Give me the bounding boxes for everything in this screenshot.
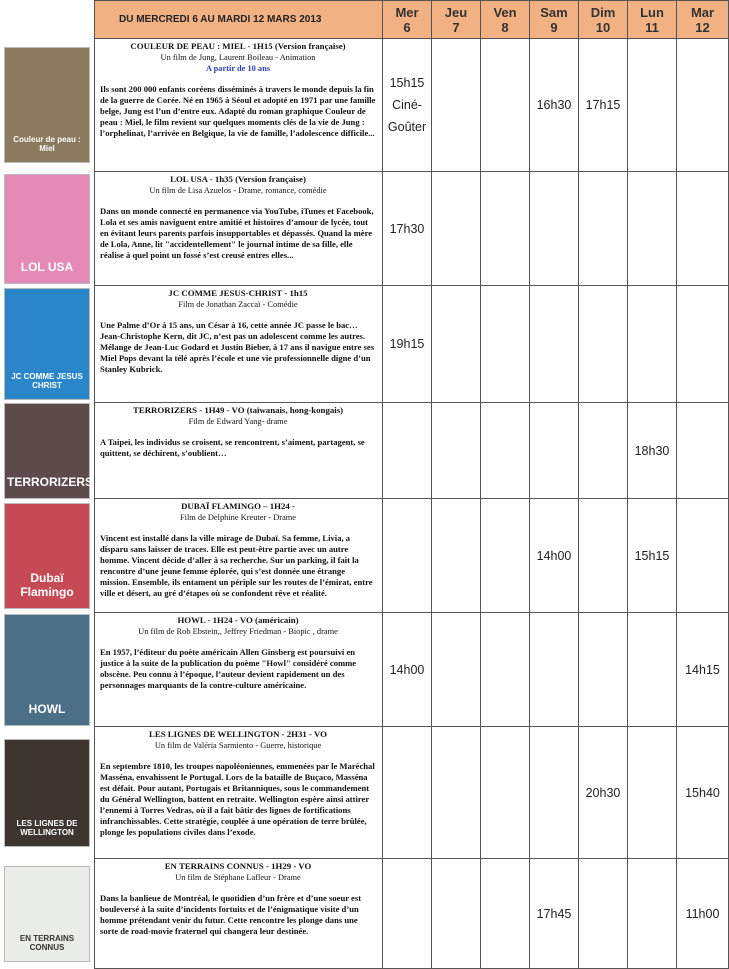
poster-cell: [0, 39, 95, 172]
film-description: [95, 39, 383, 172]
film-age-note: A partir de 10 ans: [205, 64, 271, 73]
film-credit: Film de Delphine Kreuter - Drame: [179, 513, 297, 522]
film-row: [0, 613, 729, 727]
showtime-cell: [628, 613, 677, 727]
showtime-cell: [530, 403, 579, 499]
showtime-cell: [628, 403, 677, 499]
film-credit: Un film de Jung, Laurent Boileau - Animation: [160, 53, 316, 62]
showtime-text: 11h00: [685, 906, 720, 921]
day-sam: Sam 9: [530, 1, 579, 39]
showtime-text: 17h45: [536, 906, 572, 921]
poster-title-art: JC COMME JESUS CHRIST: [11, 372, 83, 390]
showtime-cell: [677, 613, 729, 727]
film-synopsis: Dans la banlieue de Montréal, le quotidien d’un frère et d’une soeur est bouleversé à la suite d’incidents fortuits et de l’énigmatique visite d’un homme prétendant venir du futur. Cette rencontre les plonge dans une sorte de road-movie fraternel qui changera leur destinée.: [100, 893, 362, 936]
poster-cell: [0, 727, 95, 859]
film-description: [95, 499, 383, 613]
showtime-cell: [677, 172, 729, 286]
showtime-text: 20h30: [585, 785, 621, 800]
film-poster: [4, 288, 90, 400]
film-row: [0, 727, 729, 859]
film-description: [95, 403, 383, 499]
day-jeu: Jeu 7: [432, 1, 481, 39]
showtime-cell: [628, 499, 677, 613]
film-poster: [4, 866, 90, 962]
film-credit: Un film de Valéria Sarmiento - Guerre, historique: [154, 741, 322, 750]
showtime-text: 14h15: [685, 662, 720, 677]
showtime-cell: [383, 286, 432, 403]
film-synopsis: Dans un monde connecté en permanence via YouTube, iTunes et Facebook, Lola et ses amis naviguent entre amitié et histoires d’amour de lycée, tout en évitant leurs parents parfois insupportables et dépassés. Quand la mère de Lola, Anne, lit "accidentellement" le journal intime de sa fille, elle réalise à quel point un fossé s’est creusé entres elles...: [100, 206, 374, 260]
film-poster: [4, 47, 90, 163]
showtime-text: 14h00: [389, 662, 425, 677]
showtime-cell: [628, 286, 677, 403]
film-poster: [4, 174, 90, 284]
poster-title-art: EN TERRAINS CONNUS: [19, 933, 75, 952]
film-poster: [4, 739, 90, 847]
poster-title-art: TERRORIZERS: [7, 474, 94, 489]
showtime-cell: [383, 403, 432, 499]
showtime-cell: [481, 172, 530, 286]
showtime-cell: [579, 613, 628, 727]
showtime-cell: [677, 286, 729, 403]
poster-cell: [0, 403, 95, 499]
film-synopsis: Vincent est installé dans la ville mirage de Dubaï. Sa femme, Livia, a disparu sans laisser de traces. Elle est peut-être partie avec un autre homme. Vincent décide d’aller à sa recherche. Sur un parking, il fait la rencontre d’une jeune femme éplorée, qui s’est donnée une étrange mission. Ensemble, ils entament un périple sur les routes de l’émirat, entre ville et désert, au gré d’étapes où se confondent rêve et réalité.: [100, 533, 373, 598]
showtime-cell: [677, 727, 729, 859]
showtime-cell: [530, 172, 579, 286]
film-description: [95, 286, 383, 403]
film-description: [95, 727, 383, 859]
showtime-cell: [530, 727, 579, 859]
showtime-cell: [579, 859, 628, 969]
showtime-cell: [481, 727, 530, 859]
film-poster: [4, 503, 90, 609]
film-poster: [4, 403, 94, 499]
showtime-cell: [530, 859, 579, 969]
poster-cell: [0, 859, 95, 969]
film-synopsis: En septembre 1810, les troupes napoléoniennes, emmenées par le Maréchal Masséna, envahissent le Portugal. Lors de la bataille de Buçaco, Masséna est défait. Pour autant, Portugais et Britanniques, sous le commandement du Général Wellington, battent en retraite. Wellington espère ainsi attirer l’ennemi à Torres Vedras, où il a fait bâtir des lignes de fortifications infranchissables. Cette stratégie, couplée à une opération de terre brûlée, plonge les populations civiles dans l’exode.: [100, 761, 375, 837]
day-dim: Dim 10: [579, 1, 628, 39]
film-credit: Un film de Lisa Azuelos - Drame, romance, comédie: [149, 186, 327, 195]
film-description: [95, 859, 383, 969]
film-title: TERRORIZERS - 1H49 - VO (taïwanais, hong-kongais): [132, 405, 344, 415]
poster-title-art: LOL USA: [20, 259, 74, 274]
film-title: DUBAÏ FLAMINGO – 1H24 -: [181, 501, 295, 511]
film-row: [0, 286, 729, 403]
showtime-cell: [530, 499, 579, 613]
showtime-cell: [383, 859, 432, 969]
showtime-cell: [383, 39, 432, 172]
showtime-text: 17h15: [585, 98, 621, 112]
showtime-cell: [432, 499, 481, 613]
schedule-title: DU MERCREDI 6 AU MARDI 12 MARS 2013: [95, 1, 383, 39]
film-credit: Film de Edward Yang- drame: [188, 417, 288, 426]
film-credit: Un film de Rob Ebstein,, Jeffrey Friedman - Biopic , drame: [138, 627, 338, 636]
showtime-cell: [432, 403, 481, 499]
showtime-cell: [432, 39, 481, 172]
showtime-cell: [383, 172, 432, 286]
day-mar: Mar 12: [677, 1, 729, 39]
poster-title-art: LES LIGNES DE WELLINGTON: [16, 818, 78, 837]
showtime-cell: [383, 727, 432, 859]
film-synopsis: Une Palme d’Or à 15 ans, un César à 16, cette année JC passe le bac… Jean-Christophe Kern, dit JC, n’est pas un adolescent comme les autres. Mélange de Jean-Luc Godard et Justin Bieber, à 17 ans il navigue entre ses Miel Pops devant la télé après l’école et une vie professionnelle digne d’un Stanley Kubrick.: [100, 320, 375, 374]
film-description: [95, 613, 383, 727]
film-row: [0, 39, 729, 172]
showtime-cell: [677, 499, 729, 613]
showtime-cell: [530, 613, 579, 727]
day-ven: Ven 8: [481, 1, 530, 39]
film-row: [0, 859, 729, 969]
film-title: JC COMME JESUS-CHRIST - 1h15: [168, 288, 308, 298]
showtime-cell: [579, 172, 628, 286]
showtime-cell: [530, 286, 579, 403]
showtime-cell: [383, 499, 432, 613]
showtime-text: 15h15 Ciné- Goûter: [387, 76, 427, 134]
showtime-cell: [530, 39, 579, 172]
showtime-cell: [481, 39, 530, 172]
film-credit: Film de Jonathan Zaccaï - Comédie: [178, 300, 298, 309]
showtime-cell: [677, 39, 729, 172]
film-row: [0, 403, 729, 499]
showtime-text: 18h30: [634, 443, 670, 458]
showtime-cell: [628, 727, 677, 859]
film-description: [95, 172, 383, 286]
showtime-cell: [481, 859, 530, 969]
showtime-cell: [432, 727, 481, 859]
film-synopsis: A Taipei, les individus se croisent, se rencontrent, s’aiment, partagent, se quittent, se déchirent, s’oublient…: [100, 437, 365, 458]
showtime-cell: [432, 859, 481, 969]
showtime-cell: [481, 499, 530, 613]
film-poster: [4, 614, 90, 726]
poster-title-art: HOWL: [28, 701, 66, 716]
showtime-cell: [432, 613, 481, 727]
poster-cell: [0, 286, 95, 403]
poster-title-art: Couleur de peau : Miel: [13, 135, 81, 153]
film-synopsis: En 1957, l’éditeur du poète américain Allen Ginsberg est poursuivi en justice à la suite de la publication du poème "Howl" considéré comme obscène. Peu connu à l’époque, l’auteur devient rapidement un des personnages marquants de la contre-culture américaine.: [100, 647, 357, 690]
film-synopsis: Ils sont 200 000 enfants coréens disséminés à travers le monde depuis la fin de la guerre de Corée. Né en 1965 à Séoul et adopté en 1971 par une famille belge, Jung est l’un d’entre eux. Adapté du roman graphique Couleur de peau : Miel, le film revient sur quelques moments clés de la vie de Jung : l’orphelinat, l’arrivée en Belgique, la vie de famille, l’adolescence difficile...: [100, 84, 376, 138]
film-credit: Un film de Stéphane Lafleur - Drame: [175, 873, 301, 882]
poster-cell: [0, 499, 95, 613]
showtime-cell: [579, 499, 628, 613]
poster-cell: [0, 172, 95, 286]
header-corner: [0, 1, 95, 39]
showtime-text: 17h30: [389, 221, 425, 236]
film-title: COULEUR DE PEAU : MIEL - 1H15 (Version française): [130, 41, 346, 51]
day-mer: Mer 6: [383, 1, 432, 39]
film-row: [0, 499, 729, 613]
showtime-cell: [628, 859, 677, 969]
showtime-cell: [383, 613, 432, 727]
day-lun: Lun 11: [628, 1, 677, 39]
showtime-cell: [481, 613, 530, 727]
showtime-cell: [432, 172, 481, 286]
showtime-cell: [579, 286, 628, 403]
showtime-cell: [579, 403, 628, 499]
showtime-cell: [677, 403, 729, 499]
film-title: HOWL - 1H24 - VO (américain): [177, 615, 299, 625]
showtime-cell: [481, 286, 530, 403]
showtime-text: 16h30: [536, 98, 572, 112]
film-row: [0, 172, 729, 286]
showtime-cell: [432, 286, 481, 403]
showtime-text: 19h15: [389, 337, 425, 351]
film-title: LOL USA - 1h35 (Version française): [170, 174, 306, 184]
showtime-cell: [677, 859, 729, 969]
header-row: [0, 1, 729, 39]
film-title: EN TERRAINS CONNUS - 1H29 - VO: [164, 861, 312, 871]
showtime-cell: [628, 172, 677, 286]
poster-title-art: Dubaï Flamingo: [20, 570, 74, 599]
showtime-cell: [481, 403, 530, 499]
showtime-cell: [579, 727, 628, 859]
showtime-text: 15h40: [685, 785, 720, 800]
showtime-cell: [628, 39, 677, 172]
showtime-cell: [579, 39, 628, 172]
showtime-text: 14h00: [536, 548, 572, 563]
film-title: LES LIGNES DE WELLINGTON - 2H31 - VO: [148, 729, 327, 739]
poster-cell: [0, 613, 95, 727]
showtime-text: 15h15: [634, 548, 670, 563]
